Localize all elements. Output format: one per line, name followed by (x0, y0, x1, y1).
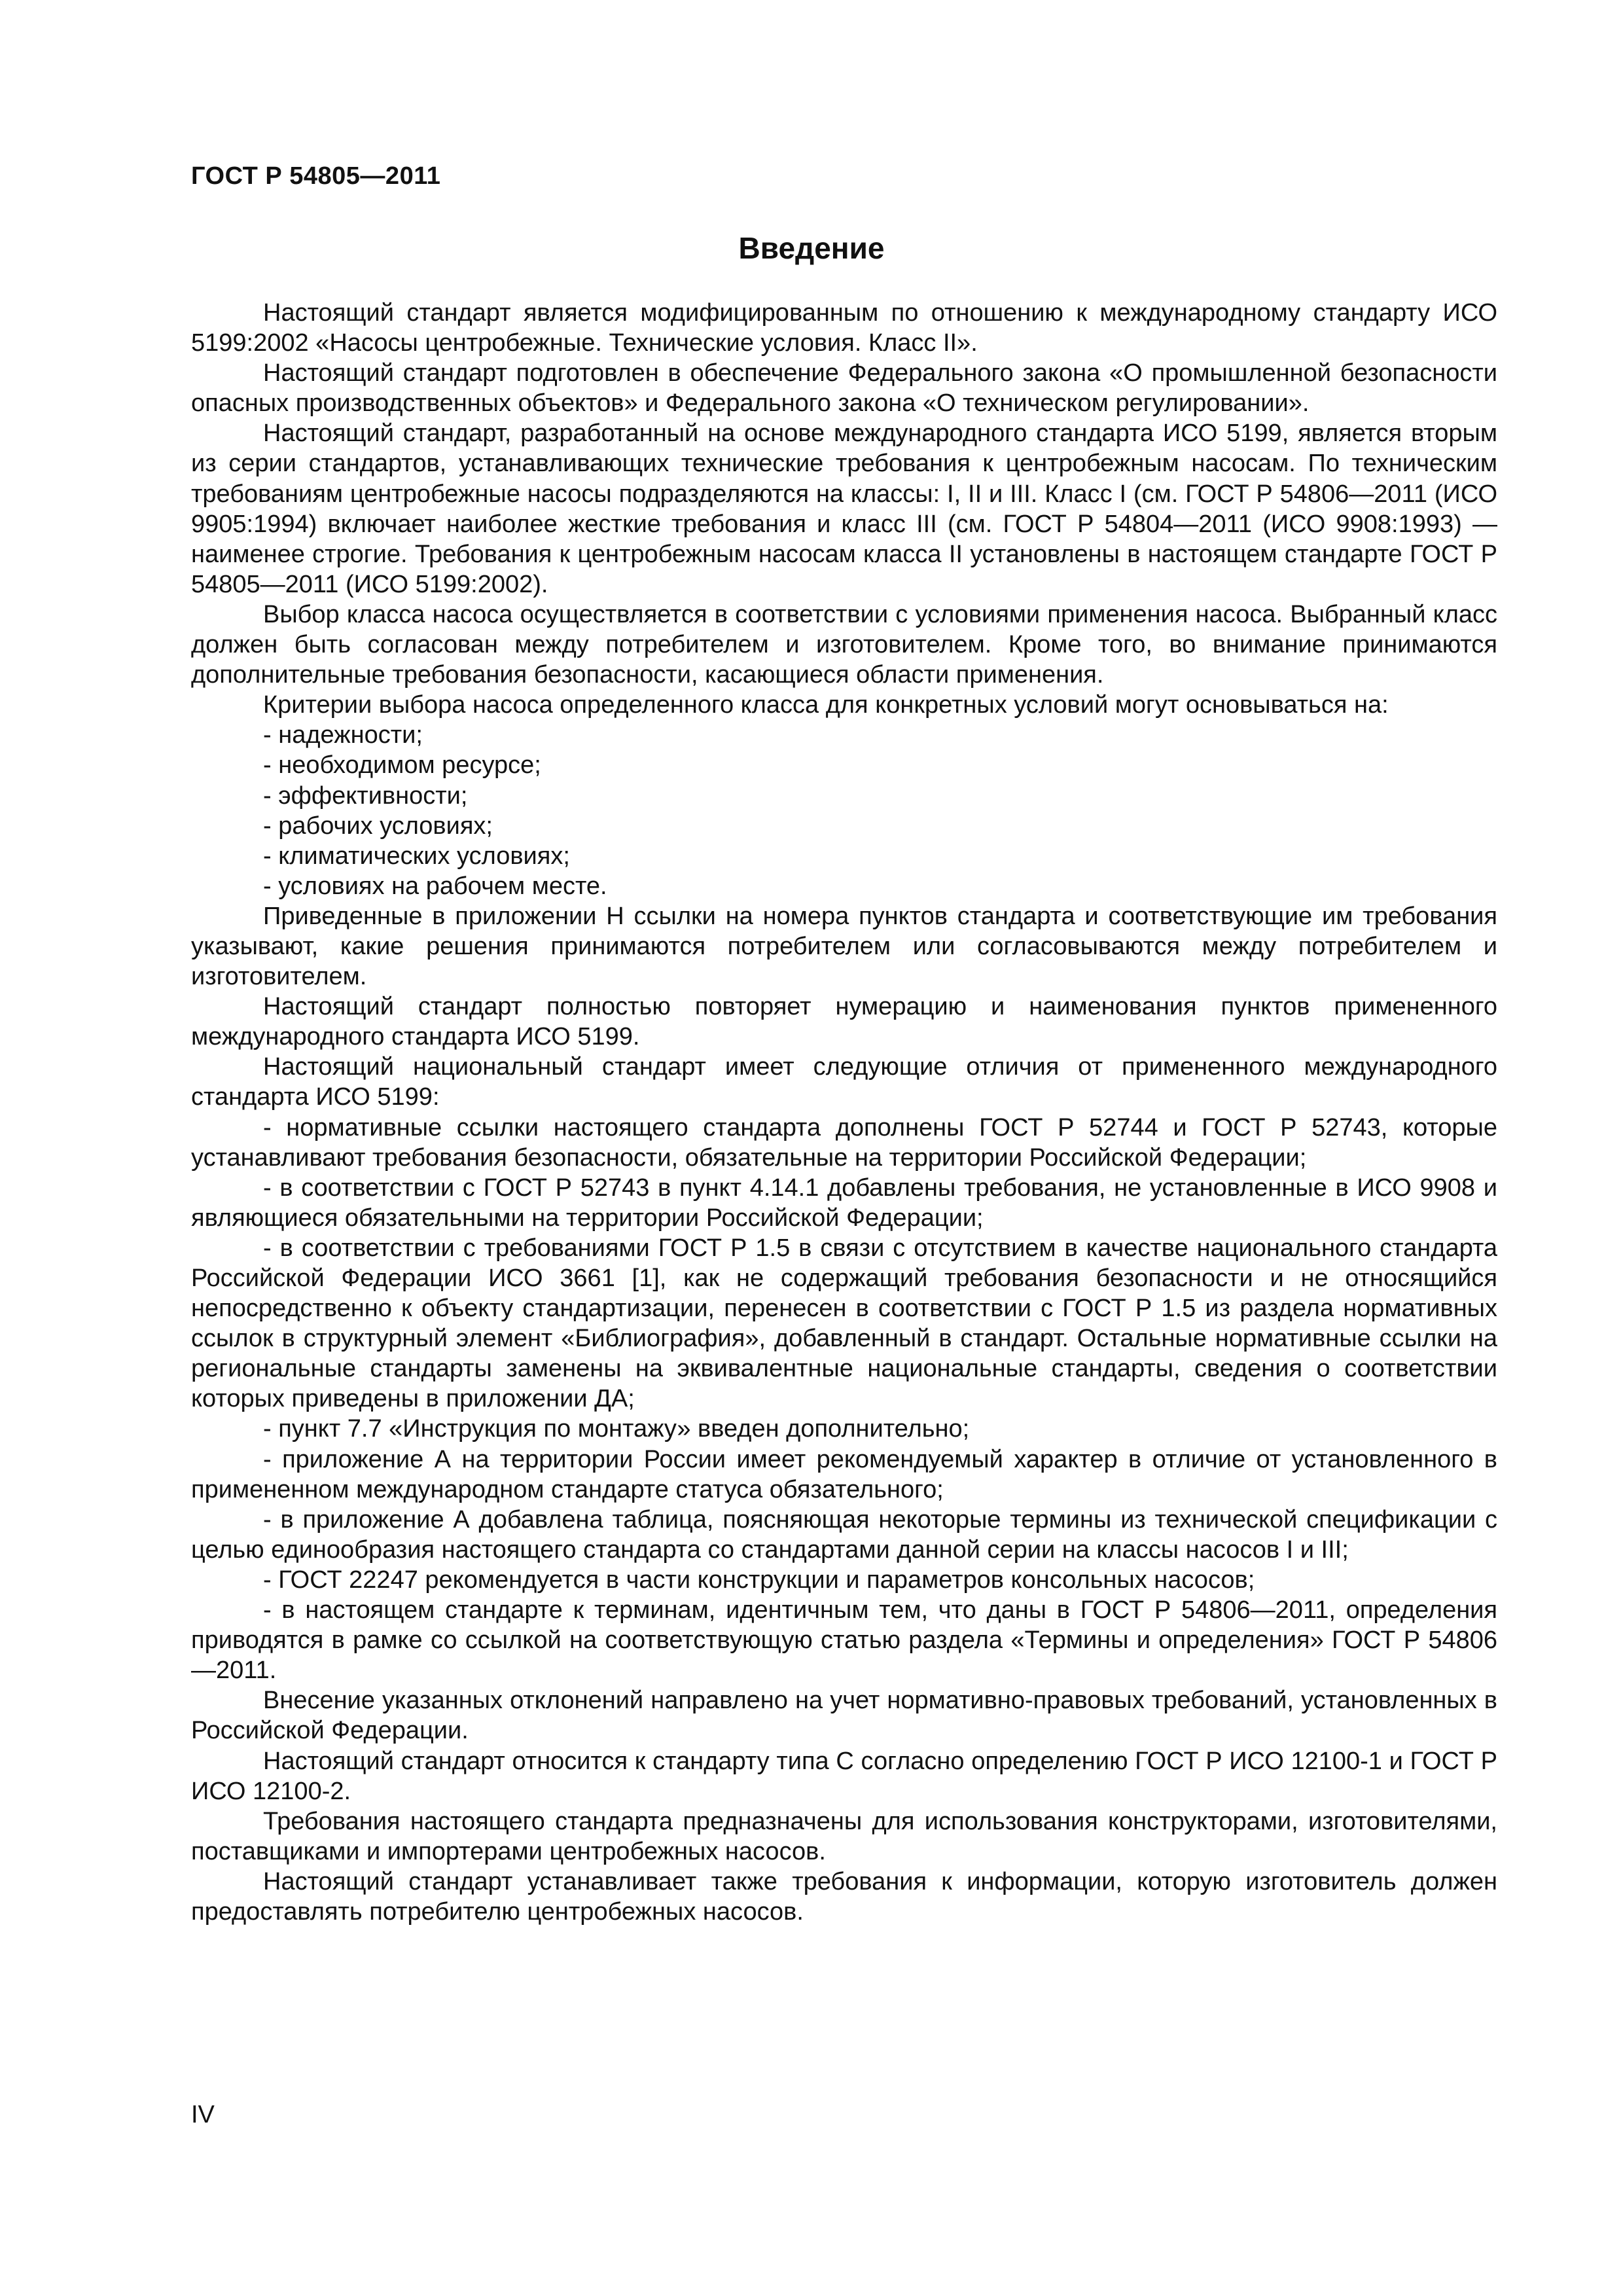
list-item: - в соответствии с ГОСТ Р 52743 в пункт 4.14.1 добавлены требования, не установленные в ИСО 9908 и являющиеся обязательными на территории Российской Федерации; (191, 1174, 1497, 1232)
paragraph: Внесение указанных отклонений направлено на учет нормативно-правовых требований, установленных в Российской Федерации. (191, 1687, 1497, 1745)
list-item: - в приложение А добавлена таблица, поясняющая некоторые термины из технической спецификации с целью единообразия настоящего стандарта со стандартами данной серии на классы насосов I и III; (191, 1505, 1497, 1564)
list-item: - нормативные ссылки настоящего стандарта дополнены ГОСТ Р 52744 и ГОСТ Р 52743, которые устанавливают требования безопасности, обязательные на территории Российской Федерации; (191, 1113, 1497, 1172)
list-item: - необходимом ресурсе; (263, 751, 541, 780)
document-header-id: ГОСТ Р 54805—2011 (191, 162, 441, 190)
list-item: - эффективности; (263, 781, 468, 810)
page-title: Введение (738, 231, 885, 265)
list-item: - ГОСТ 22247 рекомендуется в части конструкции и параметров консольных насосов; (263, 1566, 1255, 1594)
paragraph: Настоящий стандарт, разработанный на основе международного стандарта ИСО 5199, является вторым из серии стандартов, устанавливающих технические требования к центробежным насосам. По техническим требованиям центробежные насосы подразделяются на классы: I, II и III. Класс I (см. ГОСТ Р 54806—2011 (ИСО 9905:1994) включает наиболее жесткие требования и класс III (см. ГОСТ Р 54804—2011 (ИСО 9908:1993) — наименее строгие. Требования к центробежным насосам класса II установлены в настоящем стандарте ГОСТ Р 54805—2011 (ИСО 5199:2002). (191, 420, 1497, 598)
paragraph: Требования настоящего стандарта предназначены для использования конструкторами, изготовителями, поставщиками и импортерами центробежных насосов. (191, 1807, 1497, 1865)
list-item: - условиях на рабочем месте. (263, 872, 607, 900)
paragraph: Настоящий стандарт полностью повторяет нумерацию и наименования пунктов примененного международного стандарта ИСО 5199. (191, 993, 1497, 1051)
page-number: IV (191, 2101, 215, 2128)
list-item: - надежности; (263, 721, 423, 749)
paragraph: Выбор класса насоса осуществляется в соответствии с условиями применения насоса. Выбранный класс должен быть согласован между потребителем и изготовителем. Кроме того, во внимание принимаются дополнительные требования безопасности, касающиеся области применения. (191, 600, 1497, 689)
paragraph: Настоящий стандарт относится к стандарту типа С согласно определению ГОСТ Р ИСО 12100-1 и ГОСТ Р ИСО 12100-2. (191, 1747, 1497, 1805)
paragraph: Настоящий национальный стандарт имеет следующие отличия от примененного международного стандарта ИСО 5199: (191, 1053, 1497, 1111)
list-item: - в настоящем стандарте к терминам, идентичным тем, что даны в ГОСТ Р 54806—2011, определения приводятся в рамке со ссылкой на соответствующую статью раздела «Термины и определения» ГОСТ Р 54806—2011. (191, 1596, 1497, 1685)
list-item: - рабочих условиях; (263, 812, 493, 840)
list-item: - в соответствии с требованиями ГОСТ Р 1.5 в связи с отсутствием в качестве национального стандарта Российской Федерации ИСО 3661 [1], как не содержащий требования безопасности и не относящийся непосредственно к объекту стандартизации, перенесен в соответствии с ГОСТ Р 1.5 из раздела нормативных ссылок в структурный элемент «Библиография», добавленный в стандарт. Остальные нормативные ссылки на региональные стандарты заменены на эквивалентные национальные стандарты, сведения о соответствии которых приведены в приложении ДА; (191, 1234, 1497, 1413)
document-body (191, 298, 1497, 1927)
list-item: - приложение А на территории России имеет рекомендуемый характер в отличие от установленного в примененном международном стандарте статуса обязательного; (191, 1445, 1497, 1503)
paragraph: Критерии выбора насоса определенного класса для конкретных условий могут основываться на: (263, 691, 1389, 719)
paragraph: Настоящий стандарт является модифицированным по отношению к международному стандарту ИСО 5199:2002 «Насосы центробежные. Технические условия. Класс II». (191, 299, 1497, 357)
list-item: - пункт 7.7 «Инструкция по монтажу» введен дополнительно; (263, 1415, 970, 1443)
list-item: - климатических условиях; (263, 842, 570, 870)
paragraph: Настоящий стандарт устанавливает также требования к информации, которую изготовитель должен предоставлять потребителю центробежных насосов. (191, 1867, 1497, 1926)
paragraph: Настоящий стандарт подготовлен в обеспечение Федерального закона «О промышленной безопасности опасных производственных объектов» и Федерального закона «О техническом регулировании». (191, 359, 1497, 418)
paragraph: Приведенные в приложении Н ссылки на номера пунктов стандарта и соответствующие им требования указывают, какие решения принимаются потребителем или согласовываются между потребителем и изготовителем. (191, 902, 1497, 991)
